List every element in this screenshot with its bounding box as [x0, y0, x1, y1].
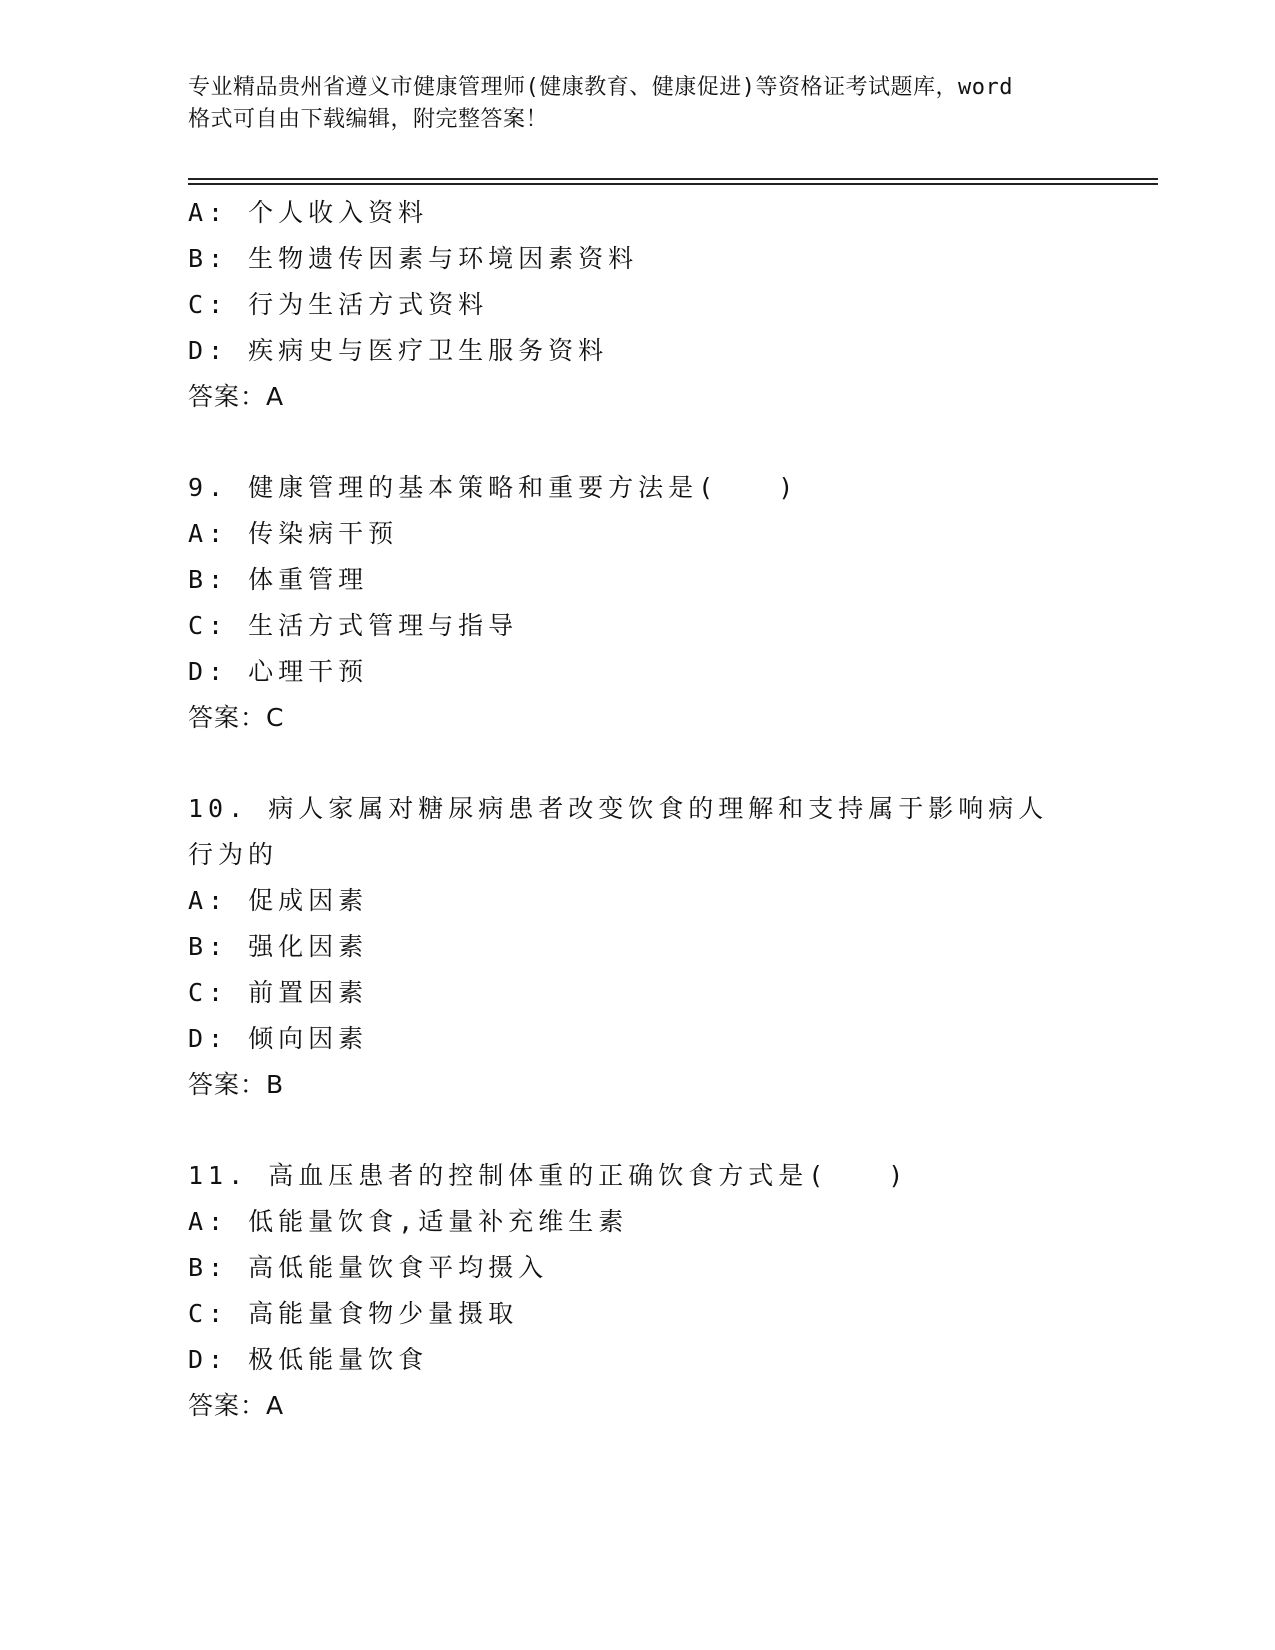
question-stem: 10. 病人家属对糖尿病患者改变饮食的理解和支持属于影响病人行为的: [188, 794, 1049, 869]
question-list: [188, 190, 1088, 1429]
answer-line: 答案：C: [188, 703, 285, 732]
spacer: [188, 420, 1088, 465]
header-divider-bottom: [188, 183, 1158, 185]
header-divider-top: [188, 178, 1158, 180]
option-d: D: 倾向因素: [188, 1024, 369, 1053]
question-stem: 9. 健康管理的基本策略和重要方法是( ): [188, 473, 799, 502]
header-line-2: 格式可自由下载编辑，附完整答案！: [188, 107, 549, 132]
option-a: A: 低能量饮食,适量补充维生素: [188, 1207, 629, 1236]
option-c: C: 行为生活方式资料: [188, 290, 489, 319]
question-stem: 11. 高血压患者的控制体重的正确饮食方式是( ): [188, 1161, 909, 1190]
option-d: D: 心理干预: [188, 657, 369, 686]
option-d: D: 极低能量饮食: [188, 1345, 429, 1374]
question-block-10: [188, 786, 1088, 1108]
option-b: B: 体重管理: [188, 565, 369, 594]
document-header: [188, 72, 1088, 136]
spacer: [188, 1108, 1088, 1153]
spacer: [188, 741, 1088, 786]
option-a: A: 个人收入资料: [188, 198, 429, 227]
option-b: B: 强化因素: [188, 932, 369, 961]
question-block-11: [188, 1153, 1088, 1429]
answer-line: 答案：A: [188, 382, 285, 411]
option-c: C: 高能量食物少量摄取: [188, 1299, 519, 1328]
question-block-9: [188, 465, 1088, 741]
option-a: A: 传染病干预: [188, 519, 399, 548]
answer-line: 答案：A: [188, 1391, 285, 1420]
option-b: B: 生物遗传因素与环境因素资料: [188, 244, 639, 273]
option-c: C: 前置因素: [188, 978, 369, 1007]
option-a: A: 促成因素: [188, 886, 369, 915]
question-block-8: [188, 190, 1088, 420]
option-b: B: 高低能量饮食平均摄入: [188, 1253, 549, 1282]
answer-line: 答案：B: [188, 1070, 285, 1099]
header-line-1: 专业精品贵州省遵义市健康管理师(健康教育、健康促进)等资格证考试题库，word: [188, 75, 1013, 100]
option-d: D: 疾病史与医疗卫生服务资料: [188, 336, 609, 365]
option-c: C: 生活方式管理与指导: [188, 611, 519, 640]
